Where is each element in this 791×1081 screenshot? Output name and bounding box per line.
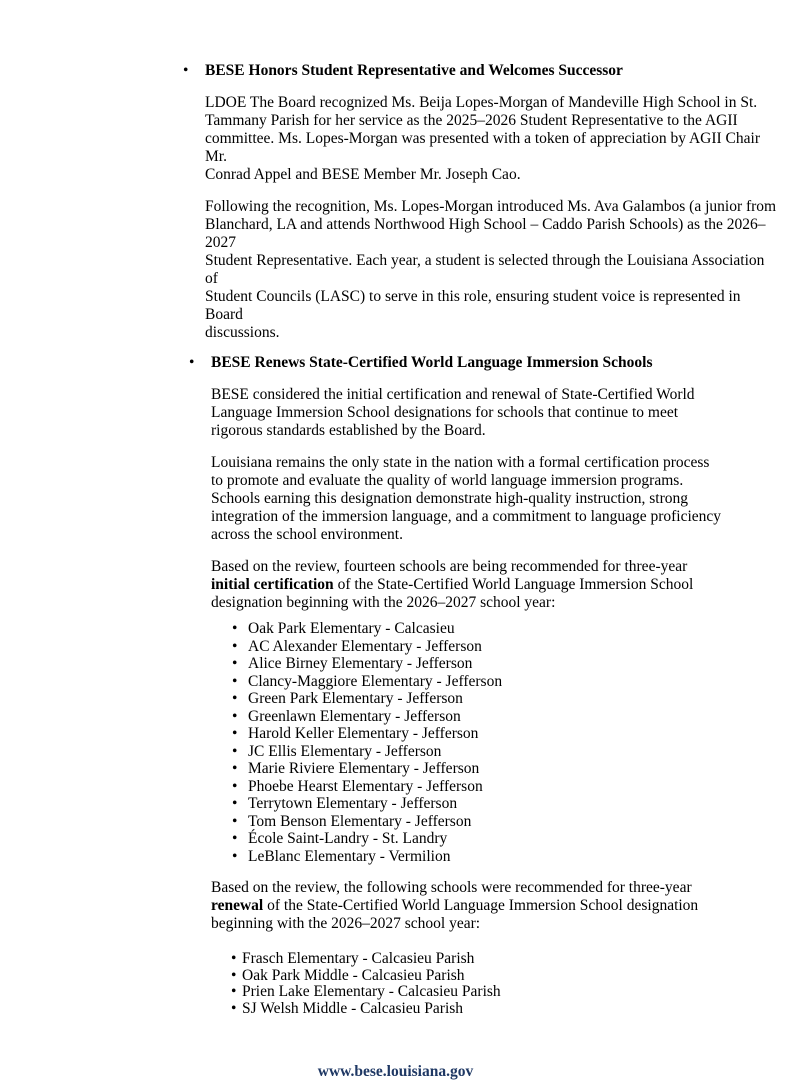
school-list-item [232, 830, 786, 848]
bullet-icon: • [232, 725, 238, 742]
paragraph: Based on the review, fourteen schools are being recommended for three-year initial certification of the State-Certified World Language Immersion School designation beginning with the 2026–2027 school year: [211, 558, 694, 611]
school-list-item [232, 760, 786, 778]
bullet-icon: • [231, 966, 237, 984]
paragraph: Following the recognition, Ms. Lopes-Morgan introduced Ms. Ava Galambos (a junior from Blanchard, LA and attends Northwood High School – Caddo Parish Schools) as the 2026–2027 Student Representative. Each year, a student is selected through the Louisiana Association of Student Councils (LASC) to serve in this role, ensuring student voice is represented in Board discussions. [205, 198, 777, 341]
section-heading: BESE Renews State-Certified World Language Immersion Schools [211, 354, 653, 371]
school-name: Frasch Elementary - Calcasieu Parish [242, 950, 475, 967]
paragraph: Louisiana remains the only state in the nation with a formal certification process to promote and evaluate the quality of world language immersion programs. Schools earning this designation demonstrate high-quality instruction, strong integration of the immersion language, and a commitment to language proficiency across the school environment. [211, 454, 722, 543]
school-name: SJ Welsh Middle - Calcasieu Parish [242, 999, 464, 1017]
bullet-icon: • [232, 795, 238, 812]
bullet-icon: • [232, 620, 238, 637]
school-name: LeBlanc Elementary - Vermilion [248, 847, 451, 865]
school-name: Tom Benson Elementary - Jefferson [248, 812, 472, 830]
school-list-item [232, 655, 786, 673]
school-list-item [232, 778, 786, 796]
school-list-item [231, 1001, 786, 1018]
sections [183, 62, 791, 1017]
school-name: Marie Riviere Elementary - Jefferson [248, 760, 480, 777]
bullet-icon: • [232, 707, 238, 725]
bullet-icon: • [232, 830, 238, 847]
bullet-icon: • [232, 655, 238, 672]
bullet-icon: • [232, 672, 238, 690]
school-list-item [232, 795, 786, 813]
school-name: Harold Keller Elementary - Jefferson [248, 725, 479, 742]
school-name: Clancy-Maggiore Elementary - Jefferson [248, 672, 503, 690]
renewal-school-list [231, 951, 786, 1017]
section-body [211, 354, 786, 1017]
paragraph: BESE considered the initial certification and renewal of State-Certified World Language Immersion School designations for schools that continue to meet rigorous standards established by the Board. [211, 386, 695, 439]
school-list-item [231, 968, 786, 985]
bullet-icon: • [232, 777, 238, 795]
school-name: Green Park Elementary - Jefferson [248, 690, 463, 707]
school-list-item [232, 673, 786, 691]
school-list-item [232, 848, 786, 866]
bullet-icon: • [231, 983, 237, 1000]
school-name: JC Ellis Elementary - Jefferson [248, 742, 442, 760]
bullet-icon: • [232, 812, 238, 830]
bullet-icon: • [231, 950, 237, 967]
paragraph: Based on the review, the following schools were recommended for three-year renewal of the State-Certified World Language Immersion School designation beginning with the 2026–2027 school year: [211, 879, 699, 932]
school-name: AC Alexander Elementary - Jefferson [248, 637, 482, 655]
school-list-item [232, 708, 786, 726]
school-name: Phoebe Hearst Elementary - Jefferson [248, 777, 483, 795]
bullet-icon: • [231, 999, 237, 1017]
school-list-item [232, 813, 786, 831]
school-name: Oak Park Middle - Calcasieu Parish [242, 966, 465, 984]
bullet-icon: • [183, 62, 189, 79]
school-name: Alice Birney Elementary - Jefferson [248, 655, 473, 672]
school-list-item [232, 620, 786, 638]
school-list-item [232, 638, 786, 656]
section-heading: BESE Honors Student Representative and Welcomes Successor [205, 62, 623, 79]
bullet-icon: • [232, 637, 238, 655]
school-name: Prien Lake Elementary - Calcasieu Parish [242, 983, 501, 1000]
school-list-item [232, 725, 786, 743]
school-list-item [231, 984, 786, 1001]
section-2 [189, 354, 791, 1017]
bullet-icon: • [232, 760, 238, 777]
school-name: Terrytown Elementary - Jefferson [248, 795, 458, 812]
school-name: École Saint-Landry - St. Landry [248, 830, 448, 847]
paragraph: LDOE The Board recognized Ms. Beija Lopes-Morgan of Mandeville High School in St. Tammany Parish for her service as the 2025–2026 Student Representative to the AGII committee. Ms. Lopes-Morgan was presented with a token of appreciation by AGII Chair Mr. Conrad Appel and BESE Member Mr. Joseph Cao. [205, 94, 760, 183]
school-list-item [231, 951, 786, 968]
bullet-icon: • [189, 354, 195, 371]
school-list-item [232, 690, 786, 708]
bullet-icon: • [232, 847, 238, 865]
section-body [205, 62, 780, 342]
bullet-icon: • [232, 690, 238, 707]
footer-link[interactable]: www.bese.louisiana.gov [317, 1063, 474, 1080]
school-name: Oak Park Elementary - Calcasieu [248, 620, 455, 637]
school-name: Greenlawn Elementary - Jefferson [248, 707, 461, 725]
page-footer [0, 1063, 791, 1081]
section-1 [183, 62, 791, 342]
school-list-item [232, 743, 786, 761]
initial-certification-school-list [232, 620, 786, 865]
bullet-icon: • [232, 742, 238, 760]
